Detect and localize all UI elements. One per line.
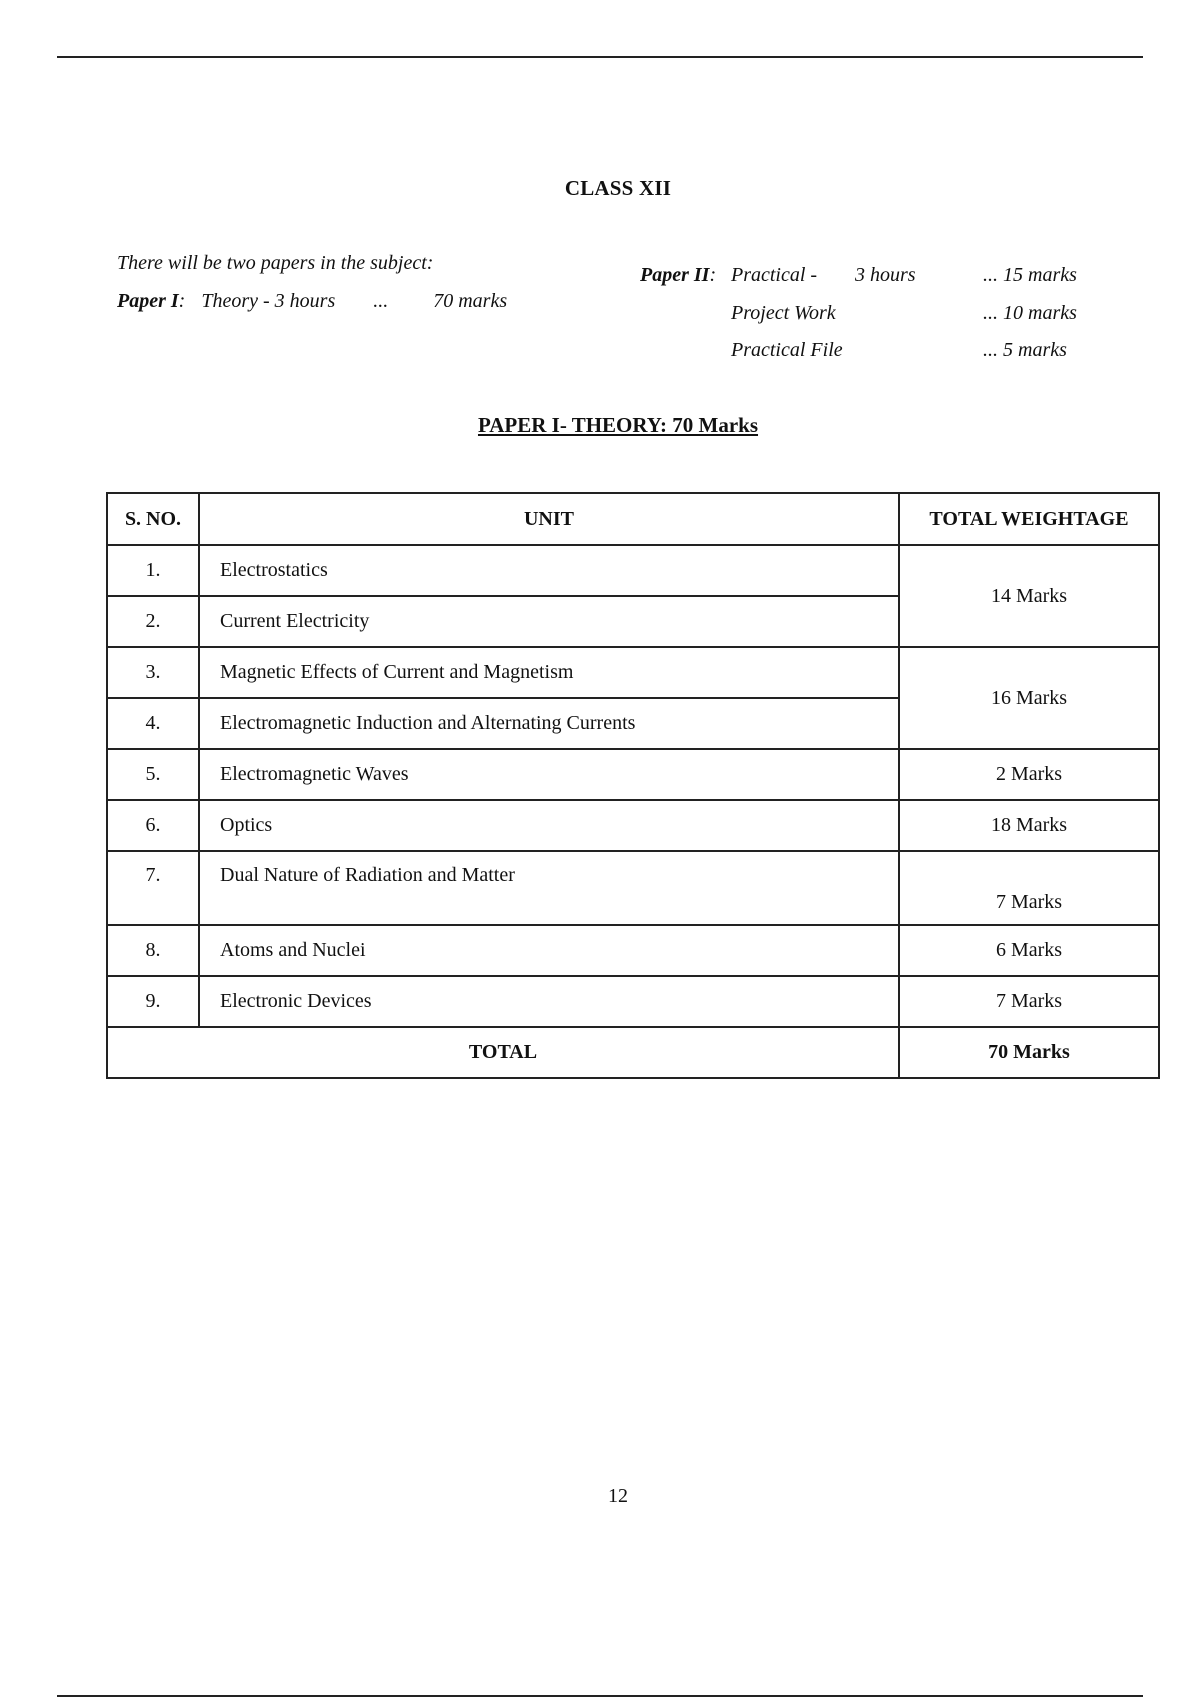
table-row <box>107 545 1159 596</box>
table-row <box>107 851 1159 925</box>
row-weightage: 7 Marks <box>899 851 1159 925</box>
total-value: 70 Marks <box>899 1027 1159 1078</box>
paper-2-label: Paper II <box>640 264 710 286</box>
row-sno: 2. <box>107 596 199 647</box>
header-unit: UNIT <box>199 493 899 545</box>
row-unit: Electromagnetic Induction and Alternating Currents <box>199 698 899 749</box>
table-row <box>107 925 1159 976</box>
table-row <box>107 800 1159 851</box>
top-rule <box>57 56 1143 58</box>
paper-1-desc: Theory - 3 hours <box>201 290 336 312</box>
row-unit: Dual Nature of Radiation and Matter <box>199 851 899 925</box>
paper-1-line <box>117 290 507 313</box>
paper-2-item-marks: ... 10 marks <box>983 301 1077 324</box>
papers-intro: There will be two papers in the subject: <box>117 252 434 274</box>
paper-1-dots: ... <box>373 290 389 312</box>
row-unit: Optics <box>199 800 899 851</box>
header-sno: S. NO. <box>107 493 199 545</box>
total-row <box>107 1027 1159 1078</box>
section-title: PAPER I- THEORY: 70 Marks <box>477 413 759 437</box>
row-sno: 6. <box>107 800 199 851</box>
paper-2-item-hours: 3 hours <box>855 264 916 286</box>
bottom-rule <box>57 1695 1143 1697</box>
row-weightage: 2 Marks <box>899 749 1159 800</box>
paper-1-marks: 70 marks <box>433 290 508 312</box>
paper-1-colon: : <box>178 290 186 312</box>
row-sno: 5. <box>107 749 199 800</box>
row-sno: 9. <box>107 976 199 1027</box>
paper-2-item-name: Practical File <box>731 339 843 361</box>
table-row <box>107 749 1159 800</box>
row-weightage: 6 Marks <box>899 925 1159 976</box>
row-unit: Electromagnetic Waves <box>199 749 899 800</box>
paper-2-colon: : <box>709 264 717 286</box>
row-sno: 8. <box>107 925 199 976</box>
table-header-row <box>107 493 1159 545</box>
row-unit: Current Electricity <box>199 596 899 647</box>
row-weightage: 16 Marks <box>899 647 1159 749</box>
total-label: TOTAL <box>107 1027 899 1078</box>
row-sno: 4. <box>107 698 199 749</box>
row-sno: 7. <box>107 851 199 925</box>
paper-1-label: Paper I <box>117 290 179 312</box>
header-weightage: TOTAL WEIGHTAGE <box>899 493 1159 545</box>
row-weightage: 7 Marks <box>899 976 1159 1027</box>
weightage-table <box>106 492 1160 1079</box>
row-unit: Atoms and Nuclei <box>199 925 899 976</box>
paper-2-item-marks: ... 5 marks <box>983 339 1067 361</box>
table-row <box>107 976 1159 1027</box>
row-unit: Electrostatics <box>199 545 899 596</box>
row-unit: Magnetic Effects of Current and Magnetism <box>199 647 899 698</box>
paper-2-item-name: Practical - <box>731 264 818 286</box>
class-title: CLASS XII <box>564 176 672 200</box>
row-weightage: 14 Marks <box>899 545 1159 647</box>
row-weightage: 18 Marks <box>899 800 1159 851</box>
row-sno: 1. <box>107 545 199 596</box>
row-sno: 3. <box>107 647 199 698</box>
table-row <box>107 647 1159 698</box>
paper-2-item-name: Project Work <box>731 301 836 324</box>
row-unit: Electronic Devices <box>199 976 899 1027</box>
paper-2-item-marks: ... 15 marks <box>983 264 1077 286</box>
page-number: 12 <box>608 1485 628 1507</box>
